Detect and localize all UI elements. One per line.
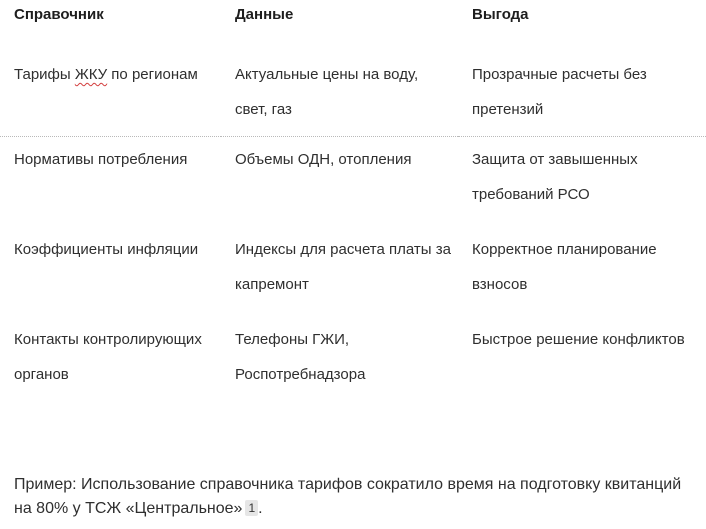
cell-reference-suffix: по регионам <box>107 66 198 83</box>
cell-benefit: Корректное планирование взносов <box>472 241 657 293</box>
cell-data: Актуальные цены на воду, свет, газ <box>221 34 458 137</box>
footnote-reference[interactable]: 1 <box>245 500 258 516</box>
cell-data: Объемы ОДН, отопления <box>235 151 412 168</box>
cell-reference: Коэффициенты инфляции <box>14 241 199 258</box>
column-header-benefit: Выгода <box>472 6 529 23</box>
example-note-end: . <box>258 500 263 517</box>
cell-benefit: Быстрое решение конфликтов <box>472 331 685 348</box>
cell-reference <box>0 34 221 137</box>
cell-reference-prefix: Тарифы <box>14 66 75 83</box>
table-header <box>0 0 706 34</box>
table-body <box>0 34 706 392</box>
table-row <box>0 226 706 316</box>
header-row <box>0 0 706 34</box>
table-row <box>0 316 706 392</box>
cell-reference: Нормативы потребления <box>14 151 188 168</box>
cell-benefit: Защита от завышенных требований РСО <box>472 151 638 203</box>
table-row <box>0 34 706 137</box>
example-note <box>14 473 694 521</box>
spellcheck-flagged-word: ЖКУ <box>74 66 108 83</box>
cell-benefit: Прозрачные расчеты без претензий <box>458 34 706 137</box>
column-header-reference: Справочник <box>14 6 104 23</box>
column-header-data: Данные <box>235 6 294 23</box>
table-row <box>0 137 706 227</box>
cell-data: Индексы для расчета платы за капремонт <box>235 241 451 293</box>
cell-reference: Контакты контролирующих органов <box>14 331 202 383</box>
cell-data: Телефоны ГЖИ, Роспотребнадзора <box>235 331 366 383</box>
example-note-text: Пример: Использование справочника тарифов сократило время на подготовку квитанций на 80% у ТСЖ «Центральное» <box>14 476 682 517</box>
